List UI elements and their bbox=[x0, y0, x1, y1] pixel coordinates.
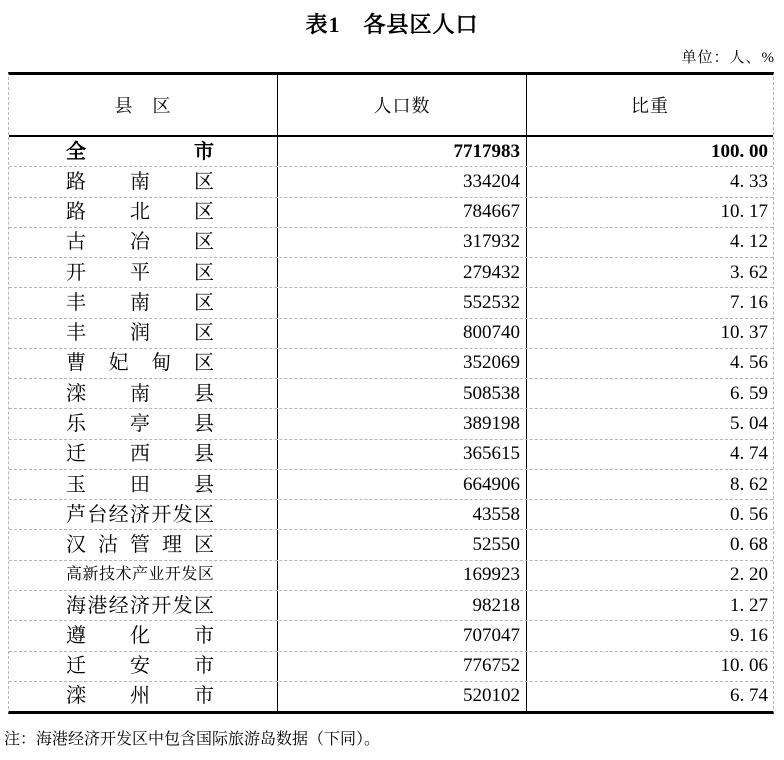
table-header bbox=[9, 75, 773, 137]
population-value: 389198 bbox=[463, 413, 520, 435]
county-name-cell bbox=[9, 288, 278, 317]
population-cell bbox=[278, 621, 527, 650]
share-cell bbox=[527, 288, 773, 317]
county-name: 开 平 区 bbox=[66, 261, 214, 284]
county-name: 乐 亭 县 bbox=[66, 413, 214, 436]
population-cell bbox=[278, 379, 527, 408]
table-row bbox=[9, 227, 773, 257]
share-value: 100. 00 bbox=[711, 140, 768, 162]
population-cell bbox=[278, 198, 527, 227]
county-name-cell bbox=[9, 682, 278, 711]
share-value: 4. 56 bbox=[730, 352, 768, 374]
county-name-cell bbox=[9, 409, 278, 438]
county-name-cell bbox=[9, 591, 278, 620]
county-name: 全 市 bbox=[66, 140, 214, 163]
table-row bbox=[9, 257, 773, 287]
share-value: 1. 27 bbox=[730, 594, 768, 616]
share-cell bbox=[527, 198, 773, 227]
population-cell bbox=[278, 167, 527, 196]
county-name-cell bbox=[9, 440, 278, 469]
share-cell bbox=[527, 530, 773, 559]
population-cell bbox=[278, 652, 527, 681]
population-value: 52550 bbox=[472, 534, 520, 556]
share-value: 8. 62 bbox=[730, 473, 768, 495]
county-name: 曹 妃 甸 区 bbox=[66, 352, 214, 375]
header-population-column: 人口数 bbox=[278, 75, 527, 135]
county-name: 海 港 经 济 开 发 区 bbox=[66, 594, 214, 617]
share-value: 9. 16 bbox=[730, 624, 768, 646]
population-cell bbox=[278, 440, 527, 469]
population-cell bbox=[278, 258, 527, 287]
table-row bbox=[9, 197, 773, 227]
share-value: 7. 16 bbox=[730, 291, 768, 313]
county-name: 路 南 区 bbox=[66, 170, 214, 193]
table-row bbox=[9, 469, 773, 499]
population-cell bbox=[278, 500, 527, 529]
county-name-cell bbox=[9, 228, 278, 257]
page-title: 表1 各县区人口 bbox=[305, 12, 479, 37]
population-table bbox=[8, 72, 774, 714]
population-cell bbox=[278, 470, 527, 499]
share-cell bbox=[527, 682, 773, 711]
population-value: 776752 bbox=[463, 655, 520, 677]
share-cell bbox=[527, 228, 773, 257]
population-value: 520102 bbox=[463, 685, 520, 707]
share-value: 0. 56 bbox=[730, 503, 768, 525]
county-name: 遵 化 市 bbox=[66, 624, 214, 647]
header-share-column: 比重 bbox=[631, 96, 669, 116]
county-name-cell bbox=[9, 137, 278, 166]
table-row bbox=[9, 348, 773, 378]
share-cell bbox=[527, 409, 773, 438]
share-cell bbox=[527, 167, 773, 196]
population-value: 43558 bbox=[472, 503, 520, 525]
table-row bbox=[9, 681, 773, 711]
share-value: 10. 17 bbox=[720, 201, 768, 223]
population-cell bbox=[278, 288, 527, 317]
county-name-cell bbox=[9, 561, 278, 590]
share-value: 0. 68 bbox=[730, 534, 768, 556]
county-name: 丰 润 区 bbox=[66, 322, 214, 345]
table-row bbox=[9, 651, 773, 681]
population-cell bbox=[278, 409, 527, 438]
population-value: 317932 bbox=[463, 231, 520, 253]
share-cell bbox=[527, 652, 773, 681]
share-cell bbox=[527, 591, 773, 620]
population-value: 352069 bbox=[463, 352, 520, 374]
share-cell bbox=[527, 258, 773, 287]
county-name: 芦 台 经 济 开 发 区 bbox=[66, 503, 214, 526]
share-cell bbox=[527, 379, 773, 408]
table-row bbox=[9, 287, 773, 317]
population-cell bbox=[278, 228, 527, 257]
share-value: 4. 33 bbox=[730, 170, 768, 192]
county-name-cell bbox=[9, 198, 278, 227]
share-value: 2. 20 bbox=[730, 564, 768, 586]
share-cell bbox=[527, 621, 773, 650]
population-value: 664906 bbox=[463, 473, 520, 495]
county-name-cell bbox=[9, 621, 278, 650]
population-value: 7717983 bbox=[453, 140, 520, 162]
share-value: 10. 06 bbox=[720, 655, 768, 677]
county-name: 滦 南 县 bbox=[66, 382, 214, 405]
population-cell bbox=[278, 319, 527, 348]
table-row bbox=[9, 137, 773, 166]
county-name: 滦 州 市 bbox=[66, 685, 214, 708]
population-cell bbox=[278, 682, 527, 711]
population-value: 98218 bbox=[472, 594, 520, 616]
county-name-cell bbox=[9, 349, 278, 378]
population-value: 707047 bbox=[463, 624, 520, 646]
table-row bbox=[9, 166, 773, 196]
county-name: 高 新 技 术 产 业 开 发 区 bbox=[66, 566, 214, 584]
population-value: 365615 bbox=[463, 443, 520, 465]
table-row bbox=[9, 529, 773, 559]
county-name-cell bbox=[9, 379, 278, 408]
unit-label: 单位：人、% bbox=[681, 50, 775, 66]
population-cell bbox=[278, 561, 527, 590]
share-value: 6. 59 bbox=[730, 382, 768, 404]
county-name: 迁 西 县 bbox=[66, 443, 214, 466]
county-name-cell bbox=[9, 500, 278, 529]
population-value: 169923 bbox=[463, 564, 520, 586]
county-name-cell bbox=[9, 530, 278, 559]
county-name-cell bbox=[9, 470, 278, 499]
table-row bbox=[9, 378, 773, 408]
county-name-cell bbox=[9, 319, 278, 348]
county-name: 丰 南 区 bbox=[66, 291, 214, 314]
share-value: 4. 74 bbox=[730, 443, 768, 465]
population-value: 279432 bbox=[463, 261, 520, 283]
county-name-cell bbox=[9, 167, 278, 196]
table-row bbox=[9, 620, 773, 650]
county-name: 古 冶 区 bbox=[66, 231, 214, 254]
share-cell bbox=[527, 440, 773, 469]
share-cell bbox=[527, 470, 773, 499]
county-name: 汉 沽 管 理 区 bbox=[66, 534, 214, 557]
population-value: 552532 bbox=[463, 291, 520, 313]
share-value: 3. 62 bbox=[730, 261, 768, 283]
population-value: 508538 bbox=[463, 382, 520, 404]
share-value: 5. 04 bbox=[730, 413, 768, 435]
population-cell bbox=[278, 349, 527, 378]
population-cell bbox=[278, 530, 527, 559]
county-name: 迁 安 市 bbox=[66, 655, 214, 678]
share-cell bbox=[527, 319, 773, 348]
table-row bbox=[9, 439, 773, 469]
share-value: 10. 37 bbox=[720, 322, 768, 344]
share-value: 6. 74 bbox=[730, 685, 768, 707]
population-cell bbox=[278, 137, 527, 166]
table-body bbox=[9, 137, 773, 711]
share-value: 4. 12 bbox=[730, 231, 768, 253]
header-county-column: 县 区 bbox=[9, 75, 278, 135]
county-name-cell bbox=[9, 258, 278, 287]
share-cell bbox=[527, 561, 773, 590]
table-row bbox=[9, 318, 773, 348]
table-row bbox=[9, 560, 773, 590]
county-name: 玉 田 县 bbox=[66, 473, 214, 496]
table-row bbox=[9, 499, 773, 529]
population-value: 784667 bbox=[463, 201, 520, 223]
county-name-cell bbox=[9, 652, 278, 681]
county-name: 路 北 区 bbox=[66, 201, 214, 224]
share-cell bbox=[527, 137, 773, 166]
population-value: 800740 bbox=[463, 322, 520, 344]
population-value: 334204 bbox=[463, 170, 520, 192]
share-cell bbox=[527, 349, 773, 378]
footnote: 注：海港经济开发区中包含国际旅游岛数据（下同）。 bbox=[4, 731, 381, 748]
share-cell bbox=[527, 500, 773, 529]
table-row bbox=[9, 590, 773, 620]
table-row bbox=[9, 408, 773, 438]
population-cell bbox=[278, 591, 527, 620]
